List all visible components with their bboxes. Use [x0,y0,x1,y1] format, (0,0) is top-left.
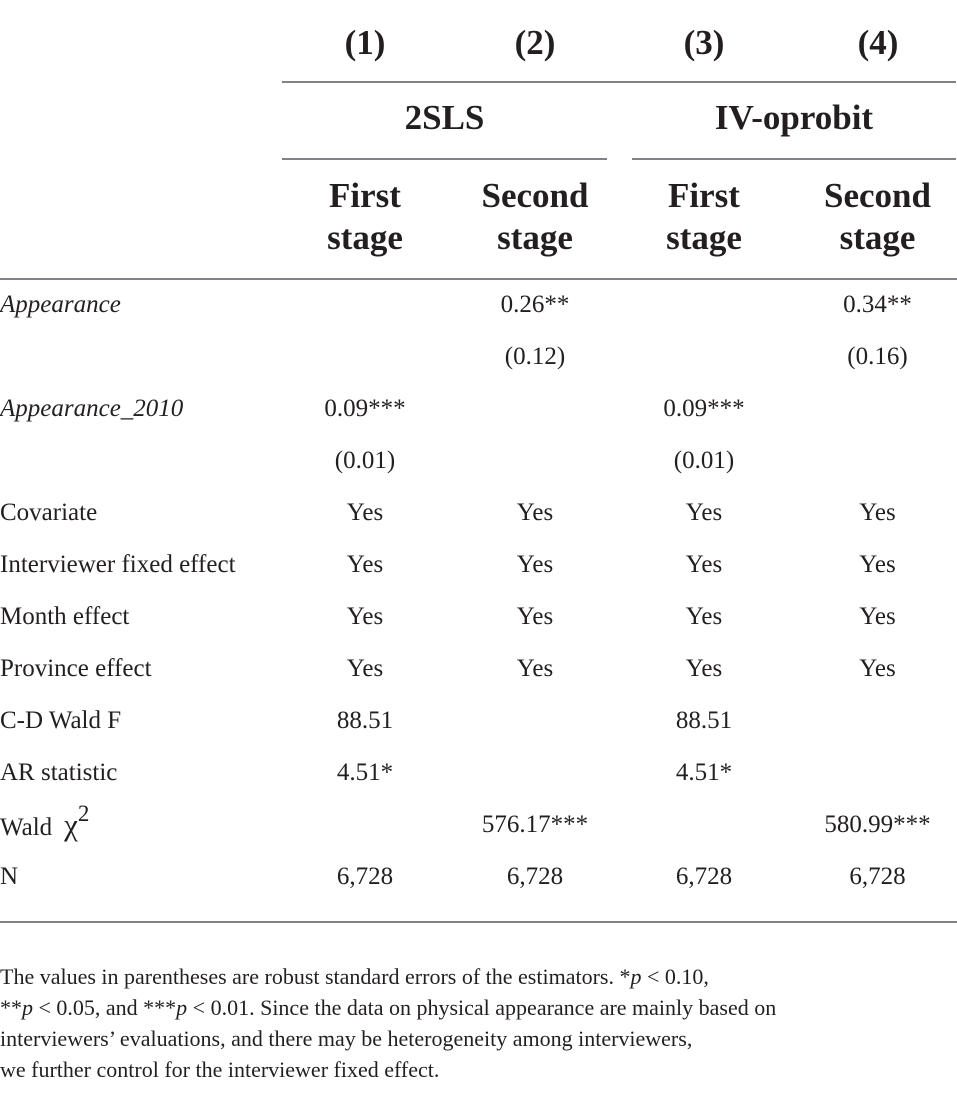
table-cell: Yes [516,499,554,526]
table-cell: (0.01) [673,447,735,474]
table-cell: 6,728 [675,863,733,890]
group-header-2sls: 2SLS [404,98,485,137]
row-label-covariate: Covariate [0,499,98,526]
column-header-2: (2) [514,23,556,62]
table-cell: 4.51* [336,759,394,786]
table-cell: Yes [859,655,896,682]
header-rule-top [282,81,956,83]
column-header-3: (3) [683,23,725,62]
table-cell: Yes [859,603,896,630]
table-cell: 88.51 [336,707,394,734]
note-line [0,992,950,1023]
stage-header-1 [290,175,440,259]
table-cell: (0.01) [334,447,396,474]
table-cell: 4.51* [675,759,733,786]
table-cell: 580.99*** [824,811,931,838]
header-rule-bottom [0,278,957,280]
table-cell: Yes [859,551,896,578]
table-note [0,961,950,1085]
table-cell: 0.09*** [663,395,745,422]
note-p-symbol: p [630,964,642,989]
table-cell: (0.12) [504,343,566,370]
table-cell: 88.51 [675,707,733,734]
table-cell: 576.17*** [481,811,589,838]
row-label-ar-statistic: AR statistic [0,759,118,786]
table-cell: 0.09*** [324,395,406,422]
note-text: The values in parentheses are robust standard errors of the estimators. * [0,964,631,989]
note-p-symbol: p [22,995,33,1020]
note-line: interviewers’ evaluations, and there may be heterogeneity among interviewers, [0,1026,693,1051]
table-cell: Yes [685,499,723,526]
stage-header-2-line2: stage [497,218,573,257]
row-label-n: N [0,863,19,890]
stage-header-3-line1: First [668,176,740,215]
group-rule-2sls [282,158,607,160]
table-cell: Yes [516,655,554,682]
column-header-4: (4) [857,23,899,62]
table-cell: (0.16) [847,343,908,370]
stage-header-4 [798,175,957,259]
note-line: we further control for the interviewer fixed effect. [0,1057,440,1082]
row-label-interviewer-fixed-effect: Interviewer fixed effect [0,551,236,578]
table-cell: Yes [346,551,384,578]
note-text: < 0.01. Since the data on physical appearance are mainly based on [187,995,777,1020]
note-text: ** [0,995,22,1020]
note-line [0,961,950,992]
group-header-iv-oprobit: IV-oprobit [714,98,874,137]
note-p-symbol: p [176,995,188,1020]
chi-superscript: 2 [77,801,90,826]
stage-header-2-line1: Second [481,176,589,215]
stage-header-1-line1: First [329,176,401,215]
table-cell: 6,728 [336,863,394,890]
stage-header-3 [629,175,779,259]
wald-label-text: Wald [0,814,53,841]
stage-header-1-line2: stage [327,218,403,257]
table-cell: Yes [346,499,384,526]
stage-header-4-line2: stage [839,218,916,257]
stage-header-4-line1: Second [824,176,931,215]
table-rule-bottom [0,921,957,923]
table-cell: Yes [685,603,723,630]
table-cell: Yes [685,655,723,682]
note-text: < 0.05, and *** [33,995,177,1020]
table-cell: Yes [516,603,554,630]
row-label-appearance-2010: Appearance_2010 [0,395,184,422]
row-label-wald-chi2 [0,801,90,843]
row-label-cd-wald-f: C-D Wald F [0,707,122,734]
chi-symbol: χ [64,807,78,842]
group-rule-iv-oprobit [632,158,956,160]
row-label-appearance: Appearance [0,291,121,318]
stage-header-2 [455,175,615,259]
row-label-month-effect: Month effect [0,603,130,630]
table-cell: 6,728 [849,863,906,890]
table-cell: Yes [346,603,384,630]
stage-header-3-line2: stage [666,218,742,257]
table-cell: Yes [346,655,384,682]
column-header-1: (1) [344,23,386,62]
table-cell: 0.26** [500,291,570,318]
note-text: < 0.10, [641,964,709,989]
table-cell: 6,728 [506,863,564,890]
table-cell: Yes [516,551,554,578]
row-label-province-effect: Province effect [0,655,152,682]
table-cell: Yes [859,499,896,526]
table-cell: 0.34** [843,291,912,318]
table-cell: Yes [685,551,723,578]
